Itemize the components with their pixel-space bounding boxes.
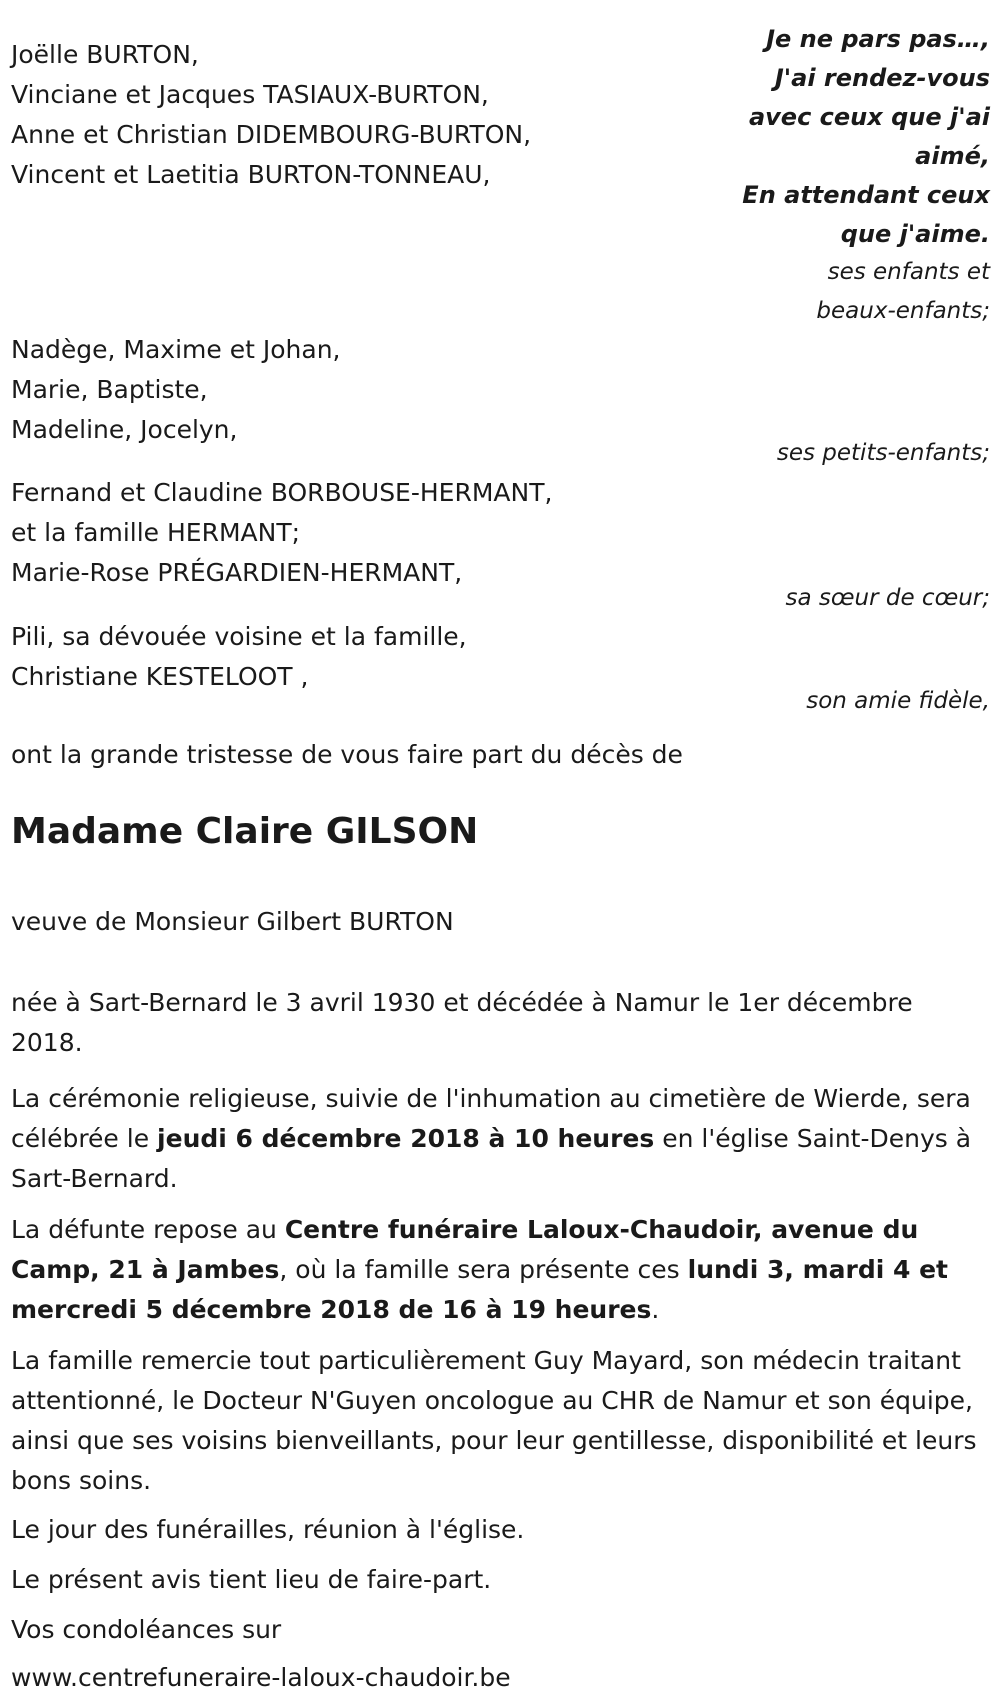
deceased-name: Madame Claire GILSON [11,811,479,852]
ceremony-paragraph [11,1079,986,1199]
announcement-intro: ont la grande tristesse de vous faire part du décès de [11,740,683,769]
condolences-label: Vos condoléances sur [11,1615,282,1644]
relation-heart-sister: sa sœur de cœur; [785,585,990,611]
relation-children: ses enfants et [827,259,990,285]
poem-line: que j'aime. [840,220,990,248]
relation-friend: son amie fidèle, [806,688,990,714]
family-friends-line: Christiane KESTELOOT , [11,662,309,691]
family-extended-line: Fernand et Claudine BORBOUSE-HERMANT, [11,478,553,507]
repose-dates: lundi 3, mardi 4 et mercredi 5 décembre 2018 de 16 à 19 heures [11,1255,948,1324]
thanks-paragraph: La famille remercie tout particulièrement Guy Mayard, son médecin traitant attentionné, le Docteur N'Guyen oncologue au CHR de Namur et son équipe, ainsi que ses voisins bienveillants, pour leur gentillesse, disponibilité et leurs bons soins. [11,1346,977,1495]
notice-paragraph: Le présent avis tient lieu de faire-part. [11,1565,492,1594]
ceremony-text: en l'église Saint-Denys à Sart-Bernard. [11,1124,972,1193]
repose-text: , où la famille sera présente ces [279,1255,688,1284]
condolences-website-link[interactable]: www.centrefuneraire-laloux-chaudoir.be [11,1663,511,1692]
family-grandchildren-line: Nadège, Maxime et Johan, [11,335,341,364]
poem-line: En attendant ceux [742,181,990,209]
ceremony-text: La cérémonie religieuse, suivie de l'inhumation au cimetière de Wierde, sera célébrée le [11,1084,971,1153]
birth-death-paragraph: née à Sart-Bernard le 3 avril 1930 et décédée à Namur le 1er décembre 2018. [11,988,913,1057]
meeting-paragraph: Le jour des funérailles, réunion à l'église. [11,1515,525,1544]
repose-text: . [651,1295,660,1324]
poem-line: Je ne pars pas…, [766,25,990,53]
family-friends-line: Pili, sa dévouée voisine et la famille, [11,622,467,651]
ceremony-date: jeudi 6 décembre 2018 à 10 heures [157,1124,655,1153]
poem-line: aimé, [915,142,990,170]
repose-place: Centre funéraire Laloux-Chaudoir, avenue du Camp, 21 à Jambes [11,1215,919,1284]
family-grandchildren-line: Madeline, Jocelyn, [11,415,238,444]
repose-paragraph [11,1210,986,1330]
poem-line: avec ceux que j'ai [748,103,990,131]
family-children-line: Anne et Christian DIDEMBOURG-BURTON, [11,120,532,149]
family-extended-line: et la famille HERMANT; [11,518,301,547]
relation-children: beaux-enfants; [816,298,990,324]
relation-grandchildren: ses petits-enfants; [776,440,990,466]
family-extended-line: Marie-Rose PRÉGARDIEN-HERMANT, [11,558,463,587]
family-children-line: Vinciane et Jacques TASIAUX-BURTON, [11,80,489,109]
repose-text: La défunte repose au [11,1215,285,1244]
family-grandchildren-line: Marie, Baptiste, [11,375,208,404]
widow-of-line: veuve de Monsieur Gilbert BURTON [11,907,454,936]
poem-line: J'ai rendez-vous [774,64,990,92]
family-children-line: Joëlle BURTON, [11,40,199,69]
family-children-line: Vincent et Laetitia BURTON-TONNEAU, [11,160,491,189]
